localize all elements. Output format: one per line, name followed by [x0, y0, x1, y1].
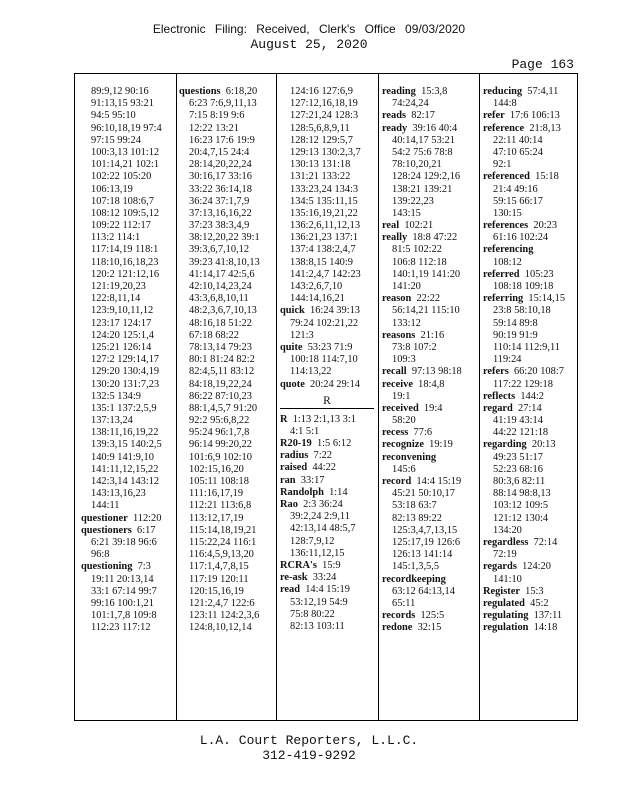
index-page-refs: 116:4,5,9,13,20 [189, 549, 254, 561]
column-divider [176, 74, 177, 720]
index-page-refs: 125:17,19 126:6 [392, 536, 461, 548]
headword: recess [382, 427, 409, 439]
index-headword-entry: refers 66:20 108:7 [483, 366, 564, 378]
headword: questioning [81, 561, 133, 573]
headword: reflects [483, 390, 516, 402]
index-headword-entry: record 14:4 15:19 [382, 476, 462, 487]
index-page-refs: 43:3,6,8,10,11 [189, 293, 249, 305]
index-page-refs: 136:2,6,11,12,13 [290, 220, 361, 232]
index-page-refs: 101:1,7,8 109:8 [91, 610, 157, 622]
headword: regulated [483, 597, 525, 609]
index-page-refs: 59:15 66:17 [493, 195, 543, 207]
index-page-refs: 140:1,19 141:20 [392, 268, 461, 280]
headword: regardless [483, 536, 529, 548]
index-page-refs: 144:8 [493, 98, 517, 110]
headword: records [382, 610, 416, 622]
index-page-refs: 143:13,16,23 [91, 488, 146, 500]
headword: references [483, 220, 529, 232]
index-page-refs: 39:2,24 2:9,11 [290, 511, 350, 523]
index-page-refs: 54:2 75:6 78:8 [392, 146, 453, 158]
index-page-refs: 127:12,16,18,19 [290, 98, 358, 110]
index-page-refs: 119:24 [493, 354, 522, 366]
index-page-refs: 130:15 [493, 207, 522, 219]
index-page-refs: 42:13,14 48:5,7 [290, 523, 356, 535]
index-page-refs: 42:10,14,23,24 [189, 281, 252, 292]
index-page-refs: 47:10 65:24 [493, 146, 543, 158]
index-headword-entry: ran 33:17 [280, 474, 325, 486]
index-headword-entry: re-ask 33:24 [280, 572, 337, 584]
index-page-refs: 19:1 [392, 390, 411, 402]
index-page-refs: 124:20 125:1,4 [91, 329, 154, 341]
reporter-phone: 312-419-9292 [262, 748, 356, 763]
index-page-refs: 12:22 13:21 [189, 122, 239, 134]
headword: quick [280, 305, 305, 317]
index-page-refs: 117:1,4,7,8,15 [189, 561, 249, 573]
index-page-refs: 20:4,7,15 24:4 [189, 146, 250, 158]
index-page-refs: 102:22 105:20 [91, 171, 152, 183]
headword: referenced [483, 171, 530, 183]
headword: recordkeeping [382, 573, 446, 585]
index-page-refs: 139:22,23 [392, 195, 434, 207]
column-divider [479, 74, 480, 720]
index-column-2 [179, 86, 260, 634]
index-headword-entry: referring 15:14,15 [483, 293, 566, 305]
index-page-refs: 36:24 37:1,7,9 [189, 195, 250, 207]
headword: reading [382, 86, 416, 97]
index-headword-entry: regardless 72:14 [483, 536, 558, 548]
index-page-refs: 117:19 120:11 [189, 573, 249, 585]
index-page-refs: 81:5 102:22 [392, 244, 442, 256]
index-headword-entry: recognize 19:19 [382, 439, 453, 451]
index-page-refs: 21:4 49:16 [493, 183, 538, 195]
index-page-refs: 125:21 126:14 [91, 341, 152, 353]
index-page-refs: 137:4 138:2,4,7 [290, 244, 356, 256]
index-page-refs: 37:23 38:3,4,9 [189, 220, 250, 232]
headword: refer [483, 110, 505, 122]
index-page-refs: 118:10,16,18,23 [91, 256, 159, 268]
index-page-refs: 120:15,16,19 [189, 585, 244, 597]
index-page-refs: 122:8,11,14 [91, 293, 141, 305]
headword: reconvening [382, 451, 437, 463]
index-page-refs: 84:18,19,22,24 [189, 378, 252, 390]
index-page-refs: 92:2 95:6,8,22 [189, 415, 250, 427]
index-page-refs: 49:23 51:17 [493, 451, 543, 463]
index-page-refs: 128:7,9,12 [290, 535, 335, 547]
index-page-refs: 123:9,10,11,12 [91, 305, 154, 317]
index-page-refs: 137:13,24 [91, 415, 133, 427]
index-headword-entry: reducing 57:4,11 [483, 86, 559, 97]
headword: raised [280, 462, 308, 474]
index-page-refs: 7:15 8:19 9:6 [189, 110, 245, 122]
index-page-refs: 96:8 [91, 549, 110, 561]
index-page-refs: 112:21 113:6,8 [189, 500, 252, 512]
index-page-refs: 82:4,5,11 83:12 [189, 366, 255, 378]
index-page-refs: 135:16,19,21,22 [290, 207, 358, 219]
index-page-refs: 23:8 58:10,18 [493, 305, 551, 317]
headword: RCRA's [280, 559, 317, 571]
index-page-refs: 96:14 99:20,22 [189, 439, 252, 451]
index-headword-entry: reference 21:8,13 [483, 122, 561, 134]
index-page-refs: 63:12 64:13,14 [392, 585, 455, 597]
index-headword-entry: real 102:21 [382, 220, 434, 232]
index-page-refs: 108:12 109:5,12 [91, 207, 160, 219]
index-headword-entry: regard 27:14 [483, 402, 542, 414]
index-headword-entry: recall 97:13 98:18 [382, 366, 462, 378]
headword: record [382, 476, 412, 487]
index-page-refs: 6:23 7:6,9,11,13 [189, 98, 257, 110]
index-page-refs: 88:1,4,5,7 91:20 [189, 402, 258, 414]
index-page-refs: 65:11 [392, 597, 416, 609]
index-page-refs: 78:10,20,21 [392, 159, 442, 171]
headword: refers [483, 366, 509, 378]
index-page-refs: 79:24 102:21,22 [290, 317, 359, 329]
index-page-refs: 44:22 121:18 [493, 427, 549, 439]
index-headword-entry [483, 244, 565, 256]
index-headword-entry: regulated 45:2 [483, 597, 549, 609]
index-page-refs: 99:16 100:1,21 [91, 597, 154, 609]
index-page-refs: 141:10 [493, 573, 522, 585]
headword: real [382, 220, 400, 232]
headword: ran [280, 474, 296, 486]
page-number: Page 163 [511, 57, 574, 72]
index-page-refs: 53:12,19 54:9 [290, 596, 348, 608]
index-page-refs: 133:12 [392, 317, 421, 329]
index-headword-entry: Register 15:3 [483, 585, 544, 597]
index-headword-entry: reason 22:22 [382, 293, 441, 305]
index-page-refs: 133:23,24 134:3 [290, 183, 359, 195]
headword: questioners [81, 524, 132, 536]
index-page-refs: 108:12 [493, 256, 522, 268]
index-page-refs: 82:13 103:11 [290, 620, 345, 632]
index-page-refs: 117:22 129:18 [493, 378, 553, 390]
index-headword-entry: R 1:13 2:1,13 3:1 [280, 413, 356, 425]
index-page-refs: 129:13 130:2,3,7 [290, 146, 361, 158]
headword: questions [179, 86, 221, 97]
index-headword-entry: quite 53:23 71:9 [280, 341, 353, 353]
index-page-refs: 80:1 81:24 82:2 [189, 354, 255, 366]
headword: received [382, 402, 419, 414]
index-page-refs: 128:12 129:5,7 [290, 134, 353, 146]
index-page-refs: 22:11 40:14 [493, 134, 543, 146]
headword: radius [280, 450, 309, 462]
index-page-refs: 78:13,14 79:23 [189, 341, 252, 353]
hearing-date: August 25, 2020 [250, 37, 368, 52]
index-headword-entry: regarding 20:13 [483, 439, 556, 451]
headword: referred [483, 268, 520, 280]
index-page-refs: 39:3,6,7,10,12 [189, 244, 250, 256]
index-page-refs: 113:2 114:1 [91, 232, 141, 244]
index-page-refs: 106:13,19 [91, 183, 133, 195]
index-page-refs: 144:14,16,21 [290, 293, 345, 305]
headword: recognize [382, 439, 424, 451]
index-headword-entry: questions 6:18,20 [179, 86, 258, 97]
reporter-name: L.A. Court Reporters, L.L.C. [199, 733, 419, 748]
headword: regulation [483, 622, 529, 634]
index-headword-entry: Rao 2:3 36:24 [280, 499, 343, 510]
index-page-refs: 141:11,12,15,22 [91, 463, 159, 475]
index-page-refs: 19:11 20:13,14 [91, 573, 154, 585]
index-page-refs: 132:5 134:9 [91, 390, 141, 402]
index-page-refs: 110:14 112:9,11 [493, 341, 560, 353]
index-page-refs: 141:2,4,7 142:23 [290, 268, 361, 280]
headword: read [280, 584, 301, 596]
index-headword-entry: records 125:5 [382, 610, 445, 622]
index-page-refs: 143:15 [392, 207, 421, 219]
headword: Rao [280, 499, 298, 510]
column-divider [378, 74, 379, 720]
index-column-1 [81, 86, 162, 634]
index-page-refs: 136:11,12,15 [290, 547, 345, 559]
index-page-refs: 129:20 130:4,19 [91, 366, 160, 378]
index-page-refs: 140:9 141:9,10 [91, 451, 154, 463]
index-page-refs: 138:11,16,19,22 [91, 427, 159, 439]
index-headword-entry: received 19:4 [382, 402, 443, 414]
index-page-refs: 41:19 43:14 [493, 415, 543, 427]
index-page-refs: 61:16 102:24 [493, 232, 549, 244]
headword: R [280, 413, 288, 425]
index-page-refs: 41:14,17 42:5,6 [189, 268, 255, 280]
index-page-refs: 39:23 41:8,10,13 [189, 256, 260, 268]
index-page-refs: 86:22 87:10,23 [189, 390, 252, 402]
index-page-refs: 115:14,18,19,21 [189, 524, 257, 536]
index-page-refs: 75:8 80:22 [290, 608, 335, 620]
index-page-refs: 101:6,9 102:10 [189, 451, 252, 463]
index-page-refs: 48:2,3,6,7,10,13 [189, 305, 257, 317]
index-page-refs: 128:5,6,8,9,11 [290, 122, 350, 134]
headword: questioner [81, 512, 128, 524]
index-page-refs: 16:23 17:6 19:9 [189, 134, 255, 146]
index-headword-entry: recess 77:6 [382, 427, 433, 439]
index-page-refs: 48:16,18 51:22 [189, 317, 252, 329]
index-page-refs: 138:8,15 140:9 [290, 256, 353, 268]
headword: redone [382, 622, 413, 634]
index-page-refs: 58:20 [392, 415, 416, 427]
headword: re-ask [280, 572, 308, 584]
index-page-refs: 4:1 5:1 [290, 425, 320, 437]
index-headword-entry [382, 452, 462, 464]
index-page-refs: 130:13 131:18 [290, 159, 351, 171]
headword: quote [280, 378, 305, 390]
index-page-refs: 125:3,4,7,13,15 [392, 524, 458, 536]
index-page-refs: 113:12,17,19 [189, 512, 244, 524]
index-page-refs: 28:14,20,22,24 [189, 159, 252, 171]
index-page-refs: 37:13,16,16,22 [189, 207, 252, 219]
index-page-refs: 100:3,13 101:12 [91, 146, 160, 158]
index-page-refs: 135:1 137:2,5,9 [91, 402, 157, 414]
index-headword-entry: reading 15:3,8 [382, 86, 448, 97]
index-page-refs: 120:2 121:12,16 [91, 268, 160, 280]
headword: regarding [483, 439, 527, 451]
index-page-refs: 80:3,6 82:11 [493, 476, 546, 487]
index-page-refs: 74:24,24 [392, 98, 429, 110]
index-page-refs: 142:3,14 143:12 [91, 476, 160, 487]
index-page-refs: 124:8,10,12,14 [189, 622, 252, 634]
index-page-refs: 114:13,22 [290, 366, 332, 378]
index-page-refs: 124:16 127:6,9 [290, 86, 353, 97]
index-page-refs: 141:20 [392, 281, 421, 292]
index-page-refs: 101:14,21 102:1 [91, 159, 160, 171]
index-headword-entry: reflects 144:2 [483, 390, 544, 402]
index-page-refs: 121:2,4,7 122:6 [189, 597, 255, 609]
index-headword-entry: references 20:23 [483, 220, 558, 232]
index-headword-entry: reads 82:17 [382, 110, 435, 122]
index-page-refs: 56:14,21 115:10 [392, 305, 460, 317]
index-headword-entry: referred 105:23 [483, 268, 554, 280]
index-headword-entry: quote 20:24 29:14 [280, 378, 360, 390]
index-page-refs: 121:3 [290, 329, 314, 341]
headword: reads [382, 110, 407, 122]
index-page-refs: 96:10,18,19 97:4 [91, 122, 162, 134]
headword: regulating [483, 610, 529, 622]
filing-stamp: Electronic Filing: Received, Clerk's Office 09/03/2020 [152, 22, 466, 36]
headword: referring [483, 293, 524, 305]
index-headword-entry: questioner 112:20 [81, 512, 162, 524]
index-page-refs: 111:16,17,19 [189, 488, 244, 500]
headword: ready [382, 122, 408, 134]
index-headword-entry: RCRA's 15:9 [280, 559, 341, 571]
index-headword-entry: raised 44:22 [280, 462, 337, 474]
headword: reducing [483, 86, 523, 97]
index-page-refs: 145:1,3,5,5 [392, 561, 440, 573]
index-page-refs: 117:14,19 118:1 [91, 244, 159, 256]
index-page-refs: 88:14 98:8,13 [493, 488, 551, 500]
index-page-refs: 95:24 96:1,7,8 [189, 427, 250, 439]
index-headword-entry: redone 32:15 [382, 622, 442, 634]
index-page-refs: 128:24 129:2,16 [392, 171, 461, 183]
index-page-refs: 73:8 107:2 [392, 341, 437, 353]
index-page-refs: 97:15 99:24 [91, 134, 141, 146]
index-page-refs: 138:21 139:21 [392, 183, 453, 195]
index-page-refs: 106:8 112:18 [392, 256, 447, 268]
index-page-refs: 33:1 67:14 99:7 [91, 585, 157, 597]
index-page-refs: 100:18 114:7,10 [290, 354, 358, 366]
index-page-refs: 109:3 [392, 354, 416, 366]
index-page-refs: 72:19 [493, 549, 517, 561]
index-headword-entry: questioners 6:17 [81, 524, 156, 536]
index-page-refs: 134:20 [493, 524, 522, 536]
headword: regard [483, 402, 513, 414]
index-page-refs: 107:18 108:6,7 [91, 195, 154, 207]
index-page-refs: 105:11 108:18 [189, 476, 249, 487]
index-page-refs: 144:11 [91, 500, 120, 512]
index-page-refs: 126:13 141:14 [392, 549, 453, 561]
index-page-refs: 45:21 50:10,17 [392, 488, 455, 500]
headword: Register [483, 585, 520, 597]
index-column-5 [483, 86, 565, 634]
index-column-3 [280, 86, 374, 633]
index-page-refs: 102:15,16,20 [189, 463, 244, 475]
index-headword-entry: refer 17:6 106:13 [483, 110, 560, 122]
index-page-refs: 130:20 131:7,23 [91, 378, 160, 390]
index-headword-entry: referenced 15:18 [483, 171, 559, 183]
headword: R20-19 [280, 438, 312, 450]
headword: receive [382, 378, 413, 390]
index-page-refs: 134:5 135:11,15 [290, 195, 358, 207]
index-page-refs: 136:21,23 137:1 [290, 232, 359, 244]
index-page-refs: 115:22,24 116:1 [189, 536, 257, 548]
headword: regards [483, 561, 517, 573]
index-headword-entry: questioning 7:3 [81, 561, 151, 573]
index-page-refs: 109:22 112:17 [91, 220, 151, 232]
index-headword-entry: R20-19 1:5 6:12 [280, 438, 352, 450]
index-page-refs: 59:14 89:8 [493, 317, 538, 329]
headword: reason [382, 293, 412, 305]
index-page-refs: 112:23 117:12 [91, 622, 151, 634]
index-page-refs: 143:2,6,7,10 [290, 281, 343, 292]
headword: recall [382, 366, 407, 378]
index-page-refs: 127:2 129:14,17 [91, 354, 160, 366]
index-page-refs: 67:18 68:22 [189, 329, 239, 341]
index-column-4 [382, 86, 462, 634]
index-headword-entry: receive 18:4,8 [382, 378, 445, 390]
index-headword-entry: regulation 14:18 [483, 622, 558, 634]
headword: Randolph [280, 486, 324, 498]
index-page-refs: 145:6 [392, 463, 416, 475]
headword: reference [483, 122, 525, 134]
index-page-refs: 53:18 63:7 [392, 500, 437, 512]
index-page-refs: 40:14,17 53:21 [392, 134, 455, 146]
index-page-refs: 123:17 124:17 [91, 317, 152, 329]
index-page-refs: 38:12,20,22 39:1 [189, 232, 260, 244]
section-letter-heading: R [280, 394, 374, 409]
index-headword-entry: read 14:4 15:19 [280, 584, 350, 596]
index-page-refs: 82:13 89:22 [392, 512, 442, 524]
headword: reasons [382, 329, 416, 341]
headword: really [382, 232, 408, 244]
headword: quite [280, 341, 303, 353]
index-page-refs: 131:21 133:22 [290, 171, 351, 183]
index-headword-entry: reasons 21:16 [382, 329, 445, 341]
index-page-refs: 30:16,17 33:16 [189, 171, 252, 183]
index-page-refs: 6:21 39:18 96:6 [91, 536, 157, 548]
index-page-refs: 94:5 95:10 [91, 110, 136, 122]
column-divider [276, 74, 277, 720]
index-headword-entry: radius 7:22 [280, 450, 332, 462]
index-page-refs: 103:12 109:5 [493, 500, 549, 512]
index-page-refs: 91:13,15 93:21 [91, 98, 154, 110]
index-page-refs: 127:21,24 128:3 [290, 110, 359, 122]
index-page-refs: 52:23 68:16 [493, 463, 543, 475]
index-page-refs: 121:19,20,23 [91, 281, 146, 292]
index-page-refs: 139:3,15 140:2,5 [91, 439, 162, 451]
index-page-refs: 108:18 109:18 [493, 281, 554, 292]
index-page-refs: 89:9,12 90:16 [91, 86, 149, 97]
headword: referencing [483, 244, 534, 256]
index-headword-entry: quick 16:24 39:13 [280, 305, 360, 317]
index-page-refs: 90:19 91:9 [493, 329, 538, 341]
index-headword-entry: Randolph 1:14 [280, 486, 348, 498]
index-headword-entry: regulating 137:11 [483, 610, 563, 622]
index-headword-entry [382, 574, 462, 586]
index-page-refs: 121:12 130:4 [493, 512, 549, 524]
index-headword-entry: ready 39:16 40:4 [382, 122, 458, 134]
index-headword-entry: regards 124:20 [483, 561, 551, 573]
index-headword-entry: really 18:8 47:22 [382, 232, 458, 244]
index-page-refs: 33:22 36:14,18 [189, 183, 252, 195]
index-page-refs: 92:1 [493, 159, 512, 171]
index-page-refs: 123:11 124:2,3,6 [189, 610, 260, 622]
index-table [74, 73, 578, 721]
